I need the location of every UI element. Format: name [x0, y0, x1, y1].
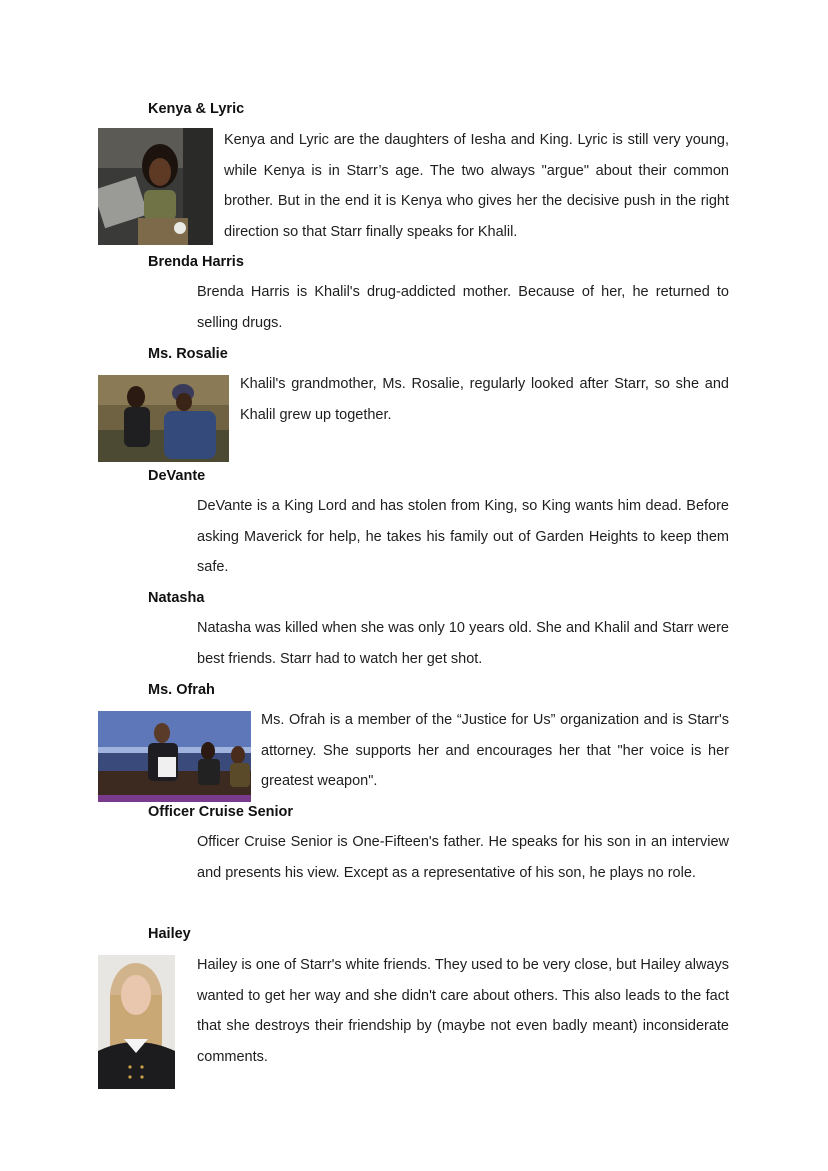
description-devante: DeVante is a King Lord and has stolen from King, so King wants him dead. Before asking Maverick for help, he takes his family out of Garden Heights to keep them safe. [197, 498, 729, 576]
heading-natasha: Natasha [148, 590, 205, 606]
heading-officer-cruise-senior: Officer Cruise Senior [148, 804, 294, 820]
heading-brenda-harris: Brenda Harris [148, 254, 244, 270]
photo-hailey [98, 955, 175, 1089]
description-hailey: Hailey is one of Starr's white friends. They used to be very close, but Hailey always wanted to get her way and she didn't care about others. This also leads to the fact that she destroys their friendship by (maybe not even badly meant) inconsiderate comments. [197, 957, 729, 1065]
description-ms-rosalie: Khalil's grandmother, Ms. Rosalie, regularly looked after Starr, so she and Khalil grew up together. [240, 376, 729, 423]
description-brenda-harris: Brenda Harris is Khalil's drug-addicted mother. Because of her, he returned to selling drugs. [197, 284, 729, 331]
description-natasha: Natasha was killed when she was only 10 years old. She and Khalil and Starr were best friends. Starr had to watch her get shot. [197, 620, 729, 667]
heading-devante: DeVante [148, 468, 206, 484]
description-officer-cruise-senior: Officer Cruise Senior is One-Fifteen's father. He speaks for his son in an interview and presents his view. Except as a representative of his son, he plays no role. [197, 834, 729, 881]
photo-ms-ofrah [98, 711, 251, 802]
description-kenya-lyric: Kenya and Lyric are the daughters of Iesha and King. Lyric is still very young, while Kenya is in Starr’s age. The two always "argue" about their common brother. But in the end it is Kenya who gives her the decisive push in the right direction so that Starr finally speaks for Khalil. [224, 132, 729, 240]
description-ms-ofrah: Ms. Ofrah is a member of the “Justice for Us” organization and is Starr's attorney. She supports her and encourages her that "her voice is her greatest weapon". [261, 712, 729, 790]
photo-kenya [98, 128, 213, 245]
heading-ms-rosalie: Ms. Rosalie [148, 346, 228, 362]
photo-ms-rosalie [98, 375, 229, 462]
heading-kenya-lyric: Kenya & Lyric [148, 101, 245, 117]
heading-ms-ofrah: Ms. Ofrah [148, 682, 215, 698]
heading-hailey: Hailey [148, 926, 191, 942]
